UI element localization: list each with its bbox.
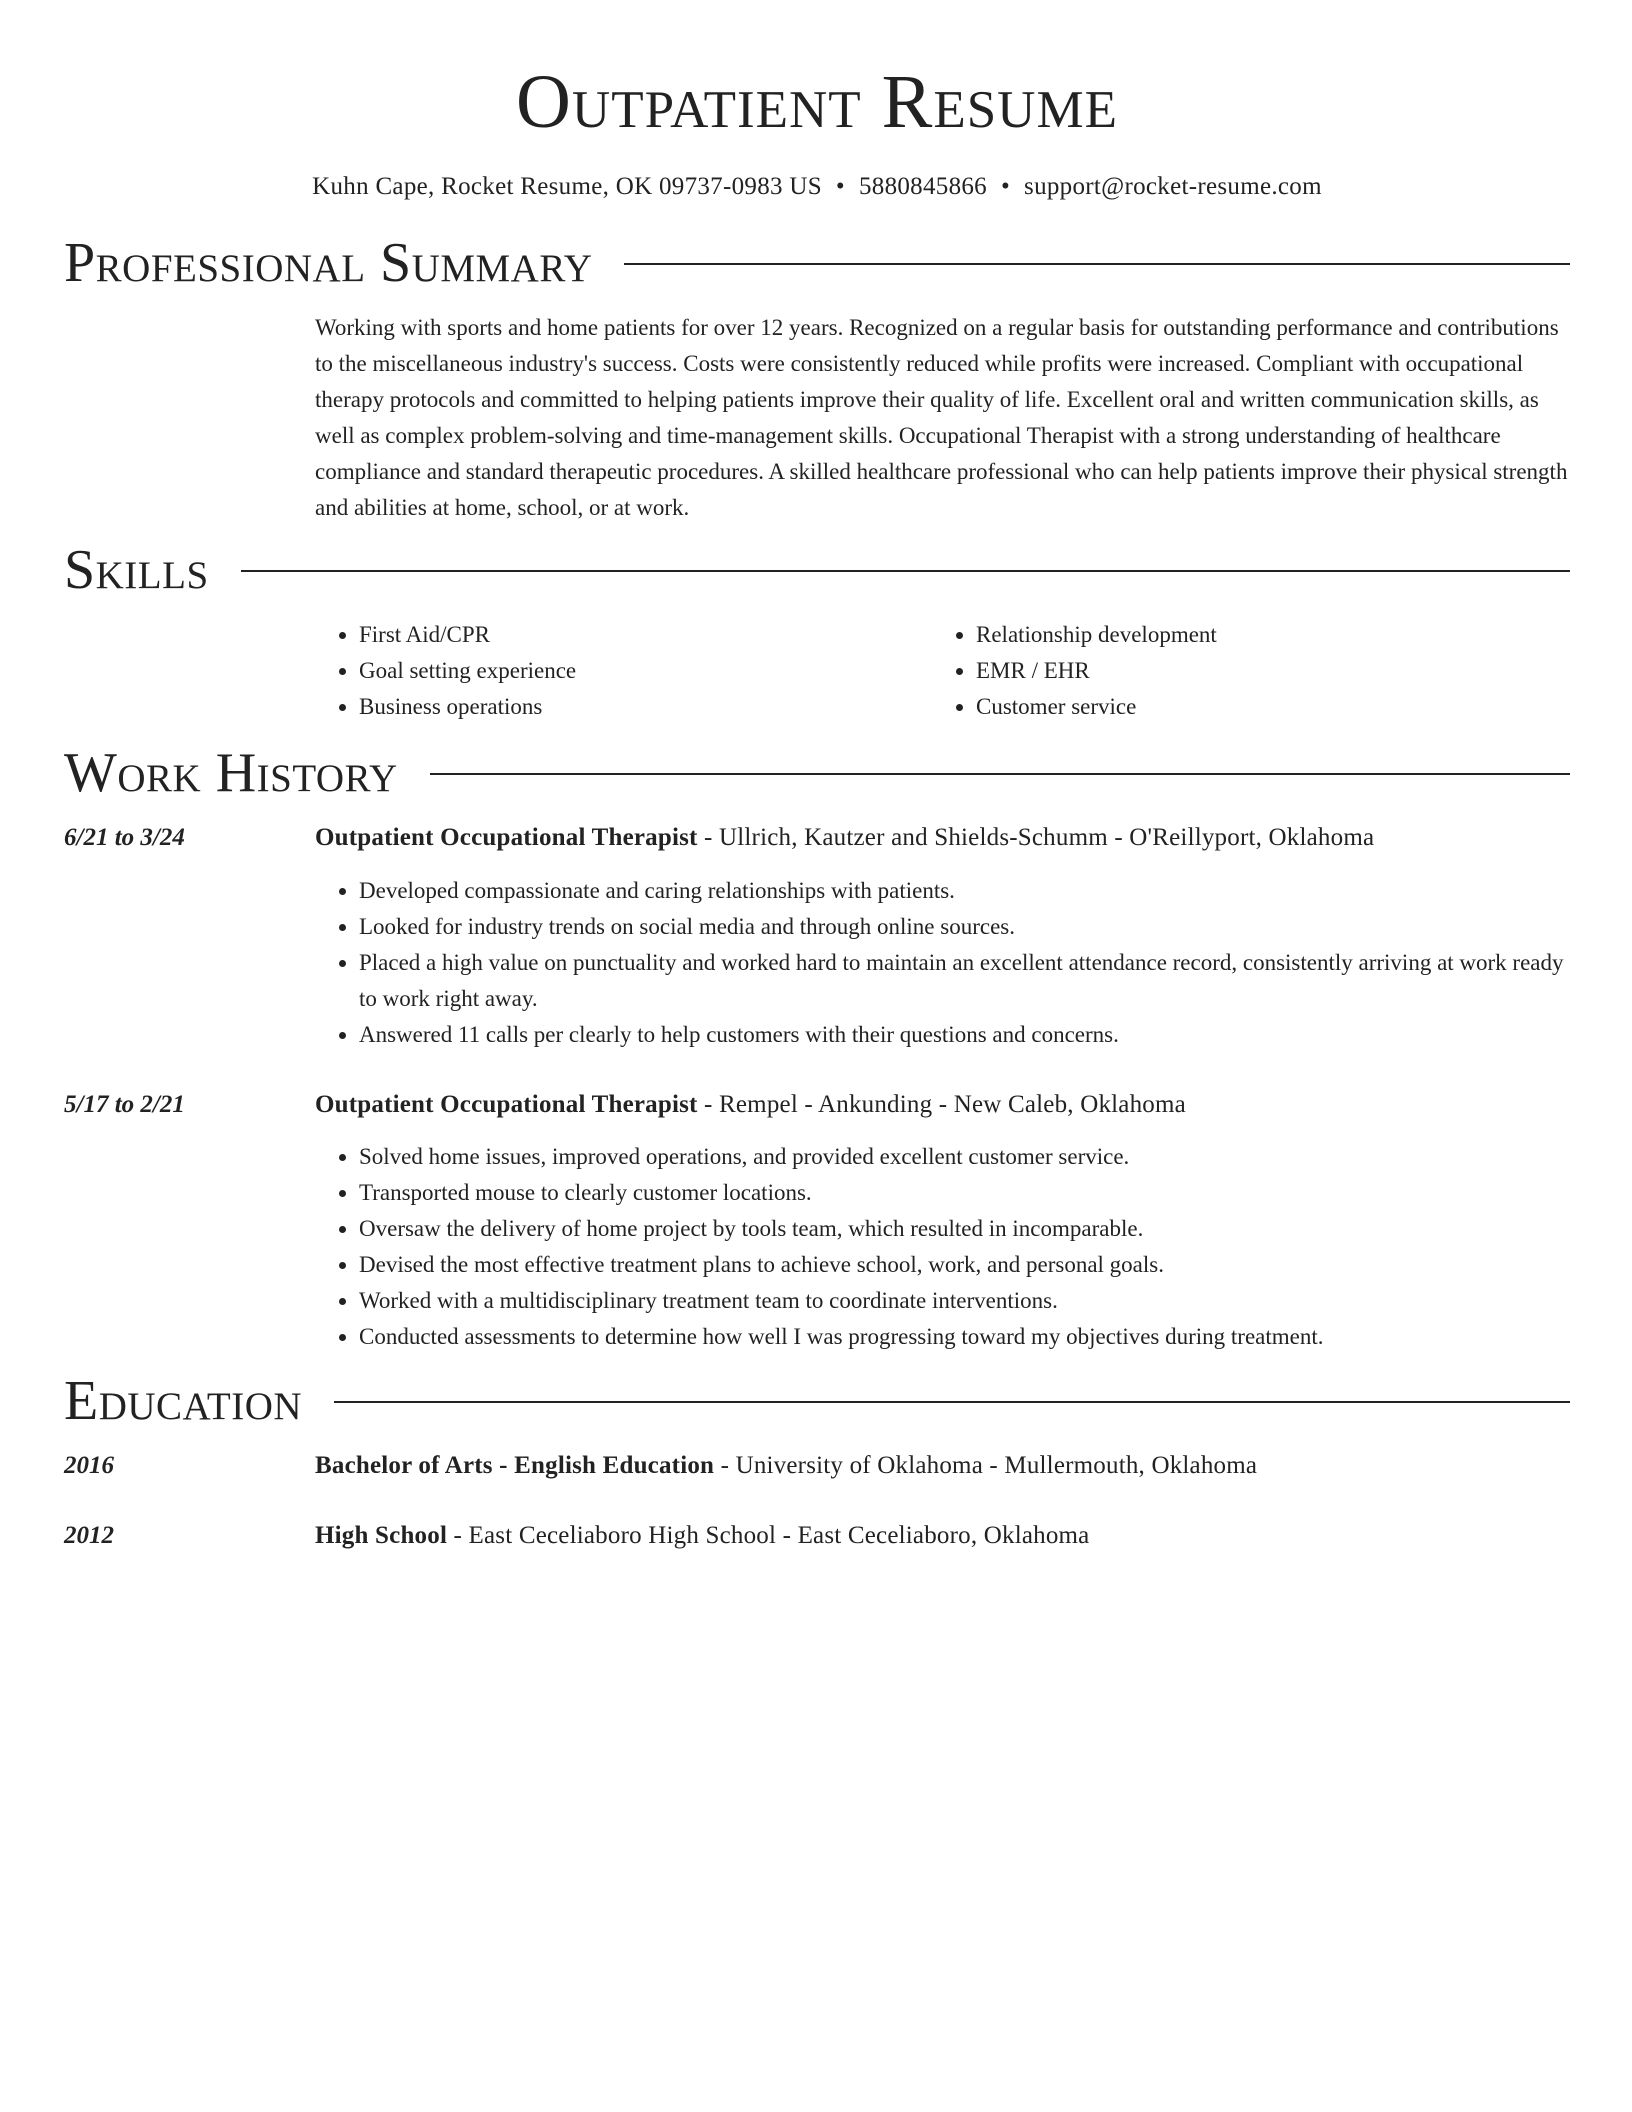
job-bullets	[315, 873, 1570, 1053]
education-year: 2016	[64, 1452, 114, 1479]
work-heading: Work History	[64, 742, 398, 804]
job-title-line	[315, 1087, 1186, 1123]
skill-item: • First Aid/CPR	[359, 617, 932, 653]
contact-separator: •	[1000, 173, 1011, 200]
education-school: - University of Oklahoma - Mullermouth, Oklahoma	[714, 1452, 1258, 1479]
summary-divider	[624, 263, 1570, 265]
work-section-header	[64, 743, 1570, 803]
education-section-header	[64, 1371, 1570, 1431]
job-entry	[64, 1087, 1570, 1123]
job-title: Outpatient Occupational Therapist	[315, 1091, 698, 1118]
skill-item: • Customer service	[976, 689, 1570, 725]
contact-address: Kuhn Cape, Rocket Resume, OK 09737-0983 US	[312, 173, 822, 200]
job-bullet: • Solved home issues, improved operations, and provided excellent customer service.	[359, 1139, 1570, 1175]
job-bullet: • Oversaw the delivery of home project by tools team, which resulted in incomparable.	[359, 1211, 1570, 1247]
job-employer: - Ullrich, Kautzer and Shields-Schumm - O'Reillyport, Oklahoma	[697, 824, 1375, 851]
education-school: - East Ceceliaboro High School - East Ceceliaboro, Oklahoma	[447, 1522, 1090, 1549]
job-bullet: • Worked with a multidisciplinary treatment team to coordinate interventions.	[359, 1283, 1570, 1319]
job-bullet: • Answered 11 calls per clearly to help customers with their questions and concerns.	[359, 1017, 1570, 1053]
job-dates: 5/17 to 2/21	[64, 1091, 185, 1118]
contact-phone: 5880845866	[858, 173, 987, 200]
education-entry	[64, 1448, 1570, 1484]
job-bullet: • Devised the most effective treatment plans to achieve school, work, and personal goals.	[359, 1247, 1570, 1283]
summary-body	[315, 310, 1570, 526]
work-divider	[430, 773, 1570, 775]
skill-item: • EMR / EHR	[976, 653, 1570, 689]
contact-separator: •	[835, 173, 845, 200]
education-line	[315, 1448, 1257, 1484]
skills-column-right	[932, 617, 1570, 725]
job-bullet: • Conducted assessments to determine how well I was progressing toward my objectives during treatment.	[359, 1319, 1570, 1355]
contact-line	[64, 174, 1570, 199]
education-divider	[334, 1401, 1570, 1403]
education-year: 2012	[64, 1522, 114, 1549]
job-title: Outpatient Occupational Therapist	[315, 824, 698, 851]
skills-heading: Skills	[64, 539, 209, 601]
job-employer: - Rempel - Ankunding - New Caleb, Oklahoma	[697, 1091, 1186, 1118]
education-entry	[64, 1518, 1570, 1554]
job-bullet: • Transported mouse to clearly customer locations.	[359, 1175, 1570, 1211]
job-entry	[64, 820, 1570, 856]
job-bullet: • Placed a high value on punctuality and worked hard to maintain an excellent attendance record, consistently arriving at work ready to work right away.	[359, 945, 1570, 1017]
education-degree: High School	[315, 1522, 448, 1549]
skills-section-header	[64, 540, 1570, 600]
job-bullet: • Developed compassionate and caring relationships with patients.	[359, 873, 1570, 909]
education-degree: Bachelor of Arts - English Education	[315, 1452, 715, 1479]
skill-item: • Goal setting experience	[359, 653, 932, 689]
summary-heading: Professional Summary	[64, 232, 593, 294]
contact-email: support@rocket-resume.com	[1024, 173, 1322, 200]
skills-list	[315, 617, 1570, 725]
education-line	[315, 1518, 1089, 1554]
skill-item: • Business operations	[359, 689, 932, 725]
job-title-line	[315, 820, 1374, 856]
skills-column-left	[315, 617, 932, 725]
resume-name: Outpatient Resume	[516, 60, 1118, 144]
skill-item: • Relationship development	[976, 617, 1570, 653]
job-bullet: • Looked for industry trends on social media and through online sources.	[359, 909, 1570, 945]
summary-section-header	[64, 233, 1570, 293]
job-bullet-list	[315, 873, 1570, 1053]
education-heading: Education	[64, 1370, 303, 1432]
job-dates: 6/21 to 3/24	[64, 824, 185, 851]
job-bullets	[315, 1139, 1570, 1355]
skills-divider	[241, 570, 1570, 572]
job-bullet-list	[315, 1139, 1570, 1355]
summary-text: Working with sports and home patients for over 12 years. Recognized on a regular basis for outstanding performance and contributions to the miscellaneous industry's success. Costs were consistently reduced while profits were increased. Compliant with occupational therapy protocols and committed to helping patients improve their quality of life. Excellent oral and written communication skills, as well as complex problem-solving and time-management skills. Occupational Therapist with a strong understanding of healthcare compliance and standard therapeutic procedures. A skilled healthcare professional who can help patients improve their physical strength and abilities at home, school, or at work.	[315, 315, 1568, 520]
